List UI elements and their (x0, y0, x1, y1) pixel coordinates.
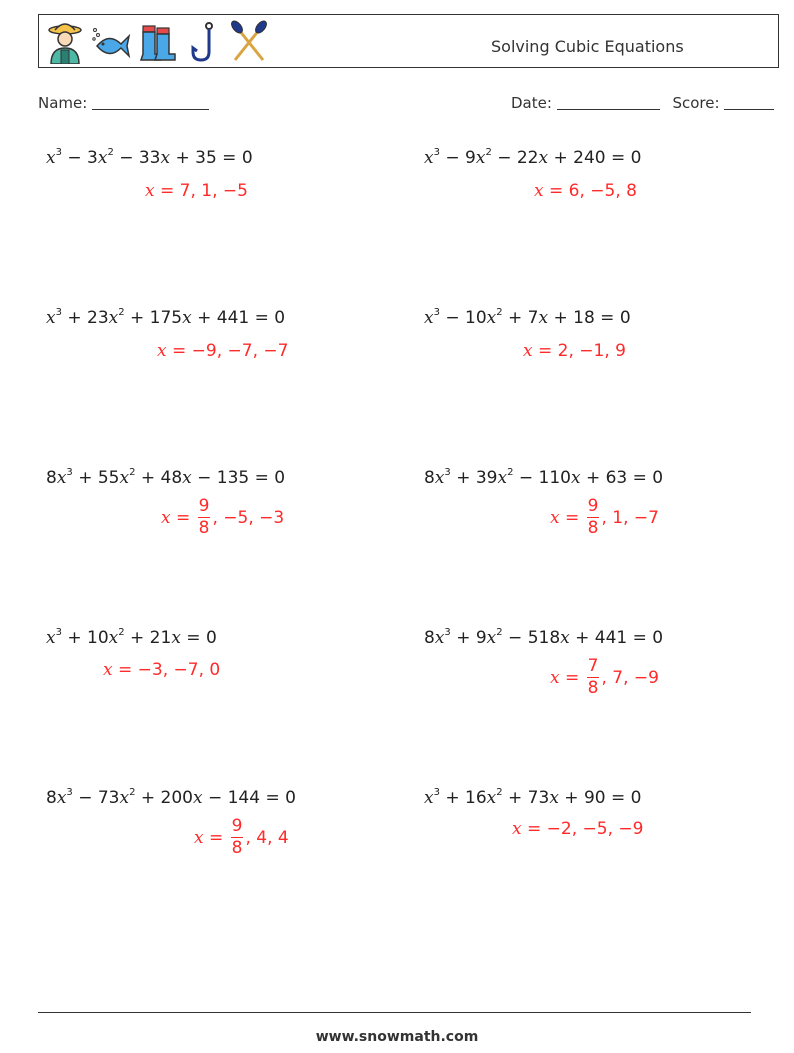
problem-answer: x = −9, −7, −7 (157, 341, 289, 361)
problem-answer: x = $\frac{9}{8}$ , −5, −3 (161, 496, 285, 538)
worksheet-header (38, 14, 779, 68)
answer-fraction: $\frac{7}{8}$ (587, 656, 599, 698)
answer-fraction: $\frac{9}{8}$ (198, 496, 210, 538)
problem-equation: $x^3 + 16x^2 + 73x + 90 = 0$ (424, 787, 642, 808)
problem-answer: x = $\frac{7}{8}$ , 7, −9 (550, 656, 659, 698)
fisherman-icon (45, 20, 85, 64)
footer-divider (38, 1012, 751, 1013)
crossed-oars-icon (229, 20, 269, 64)
worksheet-title: Solving Cubic Equations (491, 37, 684, 56)
score-label: Score: (672, 94, 720, 112)
hook-icon (183, 20, 223, 64)
problem-equation: $8x^3 + 9x^2 - 518x + 441 = 0$ (424, 627, 664, 648)
problem-equation: $x^3 + 23x^2 + 175x + 441 = 0$ (46, 307, 286, 328)
problem-equation: $x^3 - 10x^2 + 7x + 18 = 0$ (424, 307, 631, 328)
problem-answer: x = 2, −1, 9 (523, 341, 626, 361)
boots-icon (137, 20, 177, 64)
name-label: Name: (38, 94, 88, 112)
problem-answer: x = −3, −7, 0 (103, 660, 221, 680)
problem-equation: $x^3 + 10x^2 + 21x = 0$ (46, 627, 217, 648)
fish-icon (91, 20, 131, 64)
problem-answer: x = $\frac{9}{8}$ , 4, 4 (194, 816, 289, 858)
footer-site[interactable]: www.snowmath.com (315, 1029, 479, 1045)
problem-answer: x = 7, 1, −5 (145, 181, 248, 201)
problem-equation: $8x^3 - 73x^2 + 200x - 144 = 0$ (46, 787, 296, 808)
name-field[interactable] (38, 94, 209, 112)
answer-fraction: $\frac{9}{8}$ (231, 816, 243, 858)
problem-answer: x = $\frac{9}{8}$ , 1, −7 (550, 496, 659, 538)
date-score-fields (511, 94, 774, 112)
problem-equation: $8x^3 + 55x^2 + 48x - 135 = 0$ (46, 467, 286, 488)
name-blank[interactable] (92, 96, 209, 110)
date-label: Date: (511, 94, 552, 112)
problem-answer: x = 6, −5, 8 (534, 181, 637, 201)
answer-fraction: $\frac{9}{8}$ (587, 496, 599, 538)
problem-equation: $8x^3 + 39x^2 - 110x + 63 = 0$ (424, 467, 664, 488)
date-blank[interactable] (557, 96, 660, 110)
problem-equation: $x^3 - 9x^2 - 22x + 240 = 0$ (424, 147, 642, 168)
score-blank[interactable] (724, 96, 774, 110)
problem-answer: x = −2, −5, −9 (512, 819, 644, 839)
header-icons (45, 19, 269, 65)
problem-equation: $x^3 - 3x^2 - 33x + 35 = 0$ (46, 147, 253, 168)
